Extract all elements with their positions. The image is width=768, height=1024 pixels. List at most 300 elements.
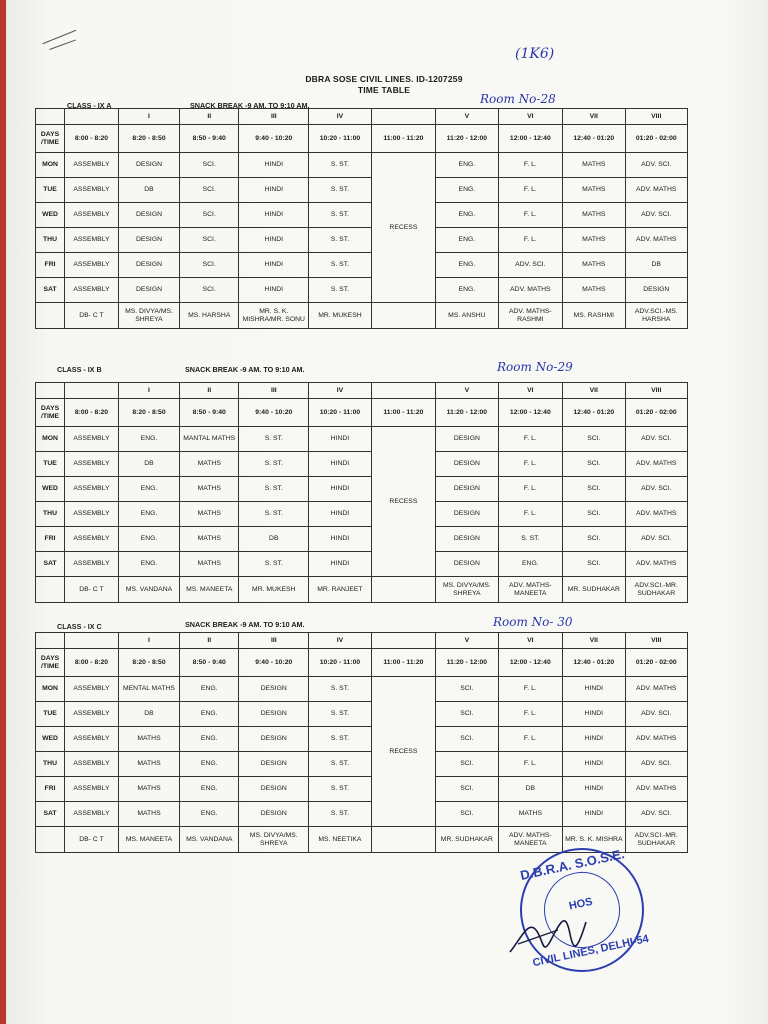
teacher-cell: MR. RANJEET [309, 577, 371, 603]
subject-cell: S. ST. [309, 203, 371, 228]
subject-cell: ASSEMBLY [65, 278, 119, 303]
subject-cell: F. L. [498, 178, 563, 203]
teacher-cell: MS. HARSHA [180, 303, 239, 329]
subject-cell: ENG. [118, 552, 179, 577]
subject-cell: F. L. [498, 153, 563, 178]
period-number [371, 109, 436, 125]
period-number: VII [563, 633, 625, 649]
blank-cell [36, 303, 65, 329]
subject-cell: S. ST. [309, 727, 371, 752]
subject-cell: ENG. [180, 777, 239, 802]
subject-cell: S. ST. [239, 477, 309, 502]
subject-cell: ADV. SCI. [625, 203, 688, 228]
day-label: SAT [36, 802, 65, 827]
time-slot: 11:00 - 11:20 [371, 399, 436, 427]
day-row [36, 477, 688, 502]
time-row [36, 125, 688, 153]
subject-cell: F. L. [498, 477, 563, 502]
subject-cell: SCI. [563, 527, 625, 552]
day-row [36, 802, 688, 827]
subject-cell: ENG. [180, 727, 239, 752]
time-slot: 8:00 - 8:20 [65, 649, 119, 677]
timetable-ix-a [35, 108, 688, 329]
period-number: VII [563, 383, 625, 399]
subject-cell: HINDI [563, 752, 625, 777]
subject-cell: F. L. [498, 203, 563, 228]
teacher-cell: ADV. MATHS- MANEETA [498, 827, 563, 853]
subject-cell: HINDI [309, 427, 371, 452]
subject-cell: DESIGN [239, 677, 309, 702]
subject-cell: ENG. [436, 278, 498, 303]
subject-cell: S. ST. [239, 427, 309, 452]
teacher-row [36, 577, 688, 603]
period-number: V [436, 383, 498, 399]
period-number [371, 633, 436, 649]
subject-cell: ADV. SCI. [625, 477, 688, 502]
subject-cell: DESIGN [239, 777, 309, 802]
day-label: THU [36, 502, 65, 527]
day-row [36, 752, 688, 777]
subject-cell: SCI. [436, 802, 498, 827]
time-slot: 8:00 - 8:20 [65, 125, 119, 153]
subject-cell: MATHS [563, 278, 625, 303]
subject-cell: ENG. [436, 228, 498, 253]
subject-cell: HINDI [563, 777, 625, 802]
subject-cell: ENG. [118, 477, 179, 502]
subject-cell: ENG. [118, 427, 179, 452]
subject-cell: F. L. [498, 452, 563, 477]
subject-cell: DESIGN [118, 253, 179, 278]
teacher-cell: MR. S. K. MISHRA/MR. SONU [239, 303, 309, 329]
subject-cell: DB [118, 702, 179, 727]
subject-cell: HINDI [239, 253, 309, 278]
recess-cell: RECESS [371, 153, 436, 303]
day-label: SAT [36, 278, 65, 303]
period-number [65, 109, 119, 125]
teacher-cell: DB- C T [65, 577, 119, 603]
subject-cell: SCI. [436, 677, 498, 702]
period-number: III [239, 109, 309, 125]
teacher-cell: DB- C T [65, 827, 119, 853]
subject-cell: MATHS [563, 253, 625, 278]
time-slot: 11:20 - 12:00 [436, 399, 498, 427]
subject-cell: ENG. [436, 203, 498, 228]
time-slot: 10:20 - 11:00 [309, 399, 371, 427]
teacher-row [36, 303, 688, 329]
period-number [65, 383, 119, 399]
recess-cell: RECESS [371, 427, 436, 577]
day-row [36, 727, 688, 752]
teacher-cell: MS. DIVYA/MS. SHREYA [118, 303, 179, 329]
subject-cell: DESIGN [436, 552, 498, 577]
subject-cell: ENG. [118, 527, 179, 552]
subject-cell: ADV. MATHS [625, 552, 688, 577]
subject-cell: ADV. SCI. [625, 427, 688, 452]
school-header: DBRA SOSE CIVIL LINES. ID-1207259 [305, 74, 463, 84]
recess-cell: RECESS [371, 677, 436, 827]
time-slot: 9:40 - 10:20 [239, 399, 309, 427]
subject-cell: ENG. [118, 502, 179, 527]
subject-cell: DESIGN [118, 278, 179, 303]
subject-cell: DESIGN [239, 727, 309, 752]
period-number: VIII [625, 633, 688, 649]
subject-cell: DESIGN [436, 477, 498, 502]
teacher-cell: MS. RASHMI [563, 303, 625, 329]
subject-cell: ASSEMBLY [65, 228, 119, 253]
subject-cell: ADV. SCI. [625, 153, 688, 178]
time-slot: 11:00 - 11:20 [371, 125, 436, 153]
period-number [36, 109, 65, 125]
day-row [36, 527, 688, 552]
time-slot: 8:20 - 8:50 [118, 125, 179, 153]
subject-cell: HINDI [309, 477, 371, 502]
subject-cell: ASSEMBLY [65, 153, 119, 178]
subject-cell: ADV. SCI. [498, 253, 563, 278]
time-slot: 01:20 - 02:00 [625, 125, 688, 153]
stamp-text-top: D.B.R.A. S.O.S.E. [518, 846, 626, 883]
subject-cell: ADV. SCI. [625, 802, 688, 827]
class-label: CLASS - IX B [57, 365, 102, 374]
subject-cell: ASSEMBLY [65, 677, 119, 702]
subject-cell: MATHS [180, 477, 239, 502]
subject-cell: ENG. [180, 702, 239, 727]
subject-cell: SCI. [563, 502, 625, 527]
subject-cell: DESIGN [239, 802, 309, 827]
subject-cell: SCI. [436, 702, 498, 727]
time-slot: 11:00 - 11:20 [371, 649, 436, 677]
subject-cell: ADV. MATHS [625, 452, 688, 477]
day-label: WED [36, 203, 65, 228]
period-number: VIII [625, 383, 688, 399]
subject-cell: MATHS [563, 178, 625, 203]
day-label: TUE [36, 702, 65, 727]
snack-break: SNACK BREAK -9 AM. TO 9:10 AM. [190, 101, 310, 110]
subject-cell: SCI. [436, 752, 498, 777]
subject-cell: S. ST. [498, 527, 563, 552]
day-label: WED [36, 477, 65, 502]
subject-cell: S. ST. [309, 178, 371, 203]
subject-cell: DB [625, 253, 688, 278]
time-slot: 12:40 - 01:20 [563, 649, 625, 677]
period-number: IV [309, 109, 371, 125]
period-number: VI [498, 383, 563, 399]
day-row [36, 178, 688, 203]
blank-cell [36, 577, 65, 603]
subject-cell: SCI. [180, 228, 239, 253]
subject-cell: F. L. [498, 427, 563, 452]
signature [508, 900, 588, 960]
subject-cell: ENG. [180, 802, 239, 827]
teacher-cell: MR. MUKESH [309, 303, 371, 329]
class-label: CLASS - IX C [57, 622, 102, 631]
subject-cell: SCI. [180, 278, 239, 303]
period-number: V [436, 109, 498, 125]
subject-cell: HINDI [309, 452, 371, 477]
day-label: FRI [36, 527, 65, 552]
section-ix-b [35, 362, 688, 607]
blank-cell [371, 577, 436, 603]
subject-cell: ASSEMBLY [65, 502, 119, 527]
subject-cell: ADV. MATHS [625, 502, 688, 527]
day-row [36, 677, 688, 702]
day-label: MON [36, 677, 65, 702]
period-number: VII [563, 109, 625, 125]
day-label: SAT [36, 552, 65, 577]
subject-cell: ENG. [436, 178, 498, 203]
subject-cell: S. ST. [239, 452, 309, 477]
blank-cell [371, 303, 436, 329]
blank-cell [371, 827, 436, 853]
time-slot: 12:40 - 01:20 [563, 399, 625, 427]
day-label: FRI [36, 777, 65, 802]
room-number: Room No- 30 [493, 615, 573, 629]
subject-cell: ADV. MATHS [625, 727, 688, 752]
days-time-header: DAYS /TIME [36, 399, 65, 427]
day-row [36, 253, 688, 278]
subject-cell: MATHS [180, 502, 239, 527]
subject-cell: ENG. [180, 752, 239, 777]
time-slot: 01:20 - 02:00 [625, 649, 688, 677]
day-row [36, 203, 688, 228]
period-number: VI [498, 109, 563, 125]
teacher-cell: ADV.SCI.-MS. HARSHA [625, 303, 688, 329]
subject-cell: DESIGN [239, 702, 309, 727]
time-slot: 10:20 - 11:00 [309, 125, 371, 153]
subject-cell: ADV. MATHS [498, 278, 563, 303]
subject-cell: F. L. [498, 727, 563, 752]
subject-cell: MATHS [563, 153, 625, 178]
day-label: TUE [36, 452, 65, 477]
period-number: I [118, 383, 179, 399]
teacher-cell: MR. SUDHAKAR [563, 577, 625, 603]
blank-cell [36, 827, 65, 853]
page-mark: (1K6) [515, 46, 555, 62]
day-row [36, 502, 688, 527]
subject-cell: SCI. [180, 153, 239, 178]
subject-cell: ASSEMBLY [65, 552, 119, 577]
day-row [36, 153, 688, 178]
time-slot: 8:50 - 9:40 [180, 649, 239, 677]
subject-cell: MATHS [563, 203, 625, 228]
day-row [36, 777, 688, 802]
document-title: TIME TABLE [357, 85, 411, 95]
teacher-cell: MS. DIVYA/MS. SHREYA [239, 827, 309, 853]
subject-cell: ADV. MATHS [625, 178, 688, 203]
subject-cell: ASSEMBLY [65, 802, 119, 827]
time-slot: 8:50 - 9:40 [180, 125, 239, 153]
subject-cell: MATHS [180, 552, 239, 577]
subject-cell: DB [118, 178, 179, 203]
subject-cell: MATHS [180, 527, 239, 552]
subject-cell: ADV. SCI. [625, 752, 688, 777]
subject-cell: HINDI [239, 178, 309, 203]
subject-cell: ADV. SCI. [625, 702, 688, 727]
period-number: III [239, 633, 309, 649]
time-slot: 8:50 - 9:40 [180, 399, 239, 427]
subject-cell: F. L. [498, 228, 563, 253]
subject-cell: HINDI [309, 502, 371, 527]
stamp-text-middle: HOS [567, 895, 594, 913]
subject-cell: MENTAL MATHS [118, 677, 179, 702]
period-number: III [239, 383, 309, 399]
subject-cell: DESIGN [118, 153, 179, 178]
subject-cell: HINDI [563, 802, 625, 827]
subject-cell: ASSEMBLY [65, 178, 119, 203]
subject-cell: ENG. [436, 153, 498, 178]
time-slot: 01:20 - 02:00 [625, 399, 688, 427]
period-number: VI [498, 633, 563, 649]
room-number: Room No-29 [497, 360, 573, 374]
subject-cell: SCI. [436, 727, 498, 752]
teacher-cell: MR. SUDHAKAR [436, 827, 498, 853]
subject-cell: MANTAL MATHS [180, 427, 239, 452]
teacher-cell: MS. DIVYA/MS. SHREYA [436, 577, 498, 603]
subject-cell: ASSEMBLY [65, 727, 119, 752]
subject-cell: S. ST. [309, 153, 371, 178]
subject-cell: ENG. [498, 552, 563, 577]
teacher-cell: ADV.SCI.-MR. SUDHAKAR [625, 827, 688, 853]
subject-cell: ENG. [180, 677, 239, 702]
teacher-cell: MS. VANDANA [118, 577, 179, 603]
subject-cell: HINDI [239, 153, 309, 178]
snack-break: SNACK BREAK -9 AM. TO 9:10 AM. [185, 365, 305, 374]
period-number: V [436, 633, 498, 649]
subject-cell: DESIGN [239, 752, 309, 777]
subject-cell: S. ST. [239, 502, 309, 527]
day-row [36, 228, 688, 253]
timetable-ix-c [35, 632, 688, 853]
class-label: CLASS - IX A [67, 101, 112, 110]
time-slot: 9:40 - 10:20 [239, 125, 309, 153]
subject-cell: S. ST. [309, 278, 371, 303]
subject-cell: ASSEMBLY [65, 777, 119, 802]
subject-cell: ASSEMBLY [65, 427, 119, 452]
period-number: II [180, 633, 239, 649]
subject-cell: S. ST. [309, 228, 371, 253]
period-number: I [118, 633, 179, 649]
time-slot: 12:00 - 12:40 [498, 125, 563, 153]
subject-cell: HINDI [563, 702, 625, 727]
time-row [36, 649, 688, 677]
subject-cell: DESIGN [436, 502, 498, 527]
teacher-cell: MR. MUKESH [239, 577, 309, 603]
subject-cell: SCI. [436, 777, 498, 802]
subject-cell: MATHS [118, 802, 179, 827]
subject-cell: MATHS [118, 752, 179, 777]
subject-cell: S. ST. [309, 777, 371, 802]
subject-cell: MATHS [180, 452, 239, 477]
subject-cell: SCI. [563, 552, 625, 577]
day-label: MON [36, 153, 65, 178]
day-row [36, 452, 688, 477]
subject-cell: F. L. [498, 752, 563, 777]
subject-cell: ADV. MATHS [625, 228, 688, 253]
period-number-row [36, 383, 688, 399]
subject-cell: SCI. [563, 452, 625, 477]
time-slot: 8:00 - 8:20 [65, 399, 119, 427]
period-number: VIII [625, 109, 688, 125]
subject-cell: MATHS [563, 228, 625, 253]
teacher-cell: MS. VANDANA [180, 827, 239, 853]
time-slot: 12:00 - 12:40 [498, 399, 563, 427]
subject-cell: S. ST. [239, 552, 309, 577]
subject-cell: DESIGN [118, 228, 179, 253]
room-number: Room No-28 [480, 92, 556, 106]
subject-cell: DB [118, 452, 179, 477]
period-number: I [118, 109, 179, 125]
subject-cell: F. L. [498, 502, 563, 527]
subject-cell: ASSEMBLY [65, 702, 119, 727]
time-slot: 10:20 - 11:00 [309, 649, 371, 677]
day-label: FRI [36, 253, 65, 278]
teacher-cell: MR. S. K. MISHRA [563, 827, 625, 853]
section-ix-a [35, 92, 688, 343]
subject-cell: ASSEMBLY [65, 253, 119, 278]
subject-cell: HINDI [239, 228, 309, 253]
subject-cell: DB [239, 527, 309, 552]
subject-cell: HINDI [239, 278, 309, 303]
subject-cell: ENG. [436, 253, 498, 278]
subject-cell: ASSEMBLY [65, 452, 119, 477]
subject-cell: F. L. [498, 677, 563, 702]
time-slot: 12:00 - 12:40 [498, 649, 563, 677]
period-number [36, 633, 65, 649]
teacher-cell: ADV.SCI.-MR. SUDHAKAR [625, 577, 688, 603]
subject-cell: ASSEMBLY [65, 203, 119, 228]
day-row [36, 427, 688, 452]
time-slot: 8:20 - 8:50 [118, 649, 179, 677]
subject-cell: F. L. [498, 702, 563, 727]
subject-cell: S. ST. [309, 752, 371, 777]
period-number-row [36, 109, 688, 125]
period-number: IV [309, 633, 371, 649]
teacher-cell: MS. ANSHU [436, 303, 498, 329]
period-number-row [36, 633, 688, 649]
teacher-cell: ADV. MATHS- MANEETA [498, 577, 563, 603]
subject-cell: SCI. [180, 203, 239, 228]
subject-cell: MATHS [118, 777, 179, 802]
timetable-ix-b [35, 382, 688, 603]
subject-cell: SCI. [180, 178, 239, 203]
subject-cell: ADV. SCI. [625, 527, 688, 552]
teacher-cell: MS. MANEETA [118, 827, 179, 853]
subject-cell: SCI. [563, 477, 625, 502]
subject-cell: HINDI [563, 677, 625, 702]
subject-cell: HINDI [239, 203, 309, 228]
time-row [36, 399, 688, 427]
day-row [36, 552, 688, 577]
day-label: THU [36, 228, 65, 253]
period-number [36, 383, 65, 399]
day-label: TUE [36, 178, 65, 203]
day-label: WED [36, 727, 65, 752]
teacher-cell: MS. MANEETA [180, 577, 239, 603]
subject-cell: DESIGN [118, 203, 179, 228]
subject-cell: MATHS [118, 727, 179, 752]
subject-cell: ASSEMBLY [65, 752, 119, 777]
subject-cell: ASSEMBLY [65, 477, 119, 502]
subject-cell: S. ST. [309, 802, 371, 827]
subject-cell: DB [498, 777, 563, 802]
time-slot: 12:40 - 01:20 [563, 125, 625, 153]
subject-cell: SCI. [180, 253, 239, 278]
time-slot: 11:20 - 12:00 [436, 125, 498, 153]
subject-cell: S. ST. [309, 702, 371, 727]
days-time-header: DAYS /TIME [36, 649, 65, 677]
subject-cell: DESIGN [436, 527, 498, 552]
day-row [36, 702, 688, 727]
subject-cell: S. ST. [309, 253, 371, 278]
